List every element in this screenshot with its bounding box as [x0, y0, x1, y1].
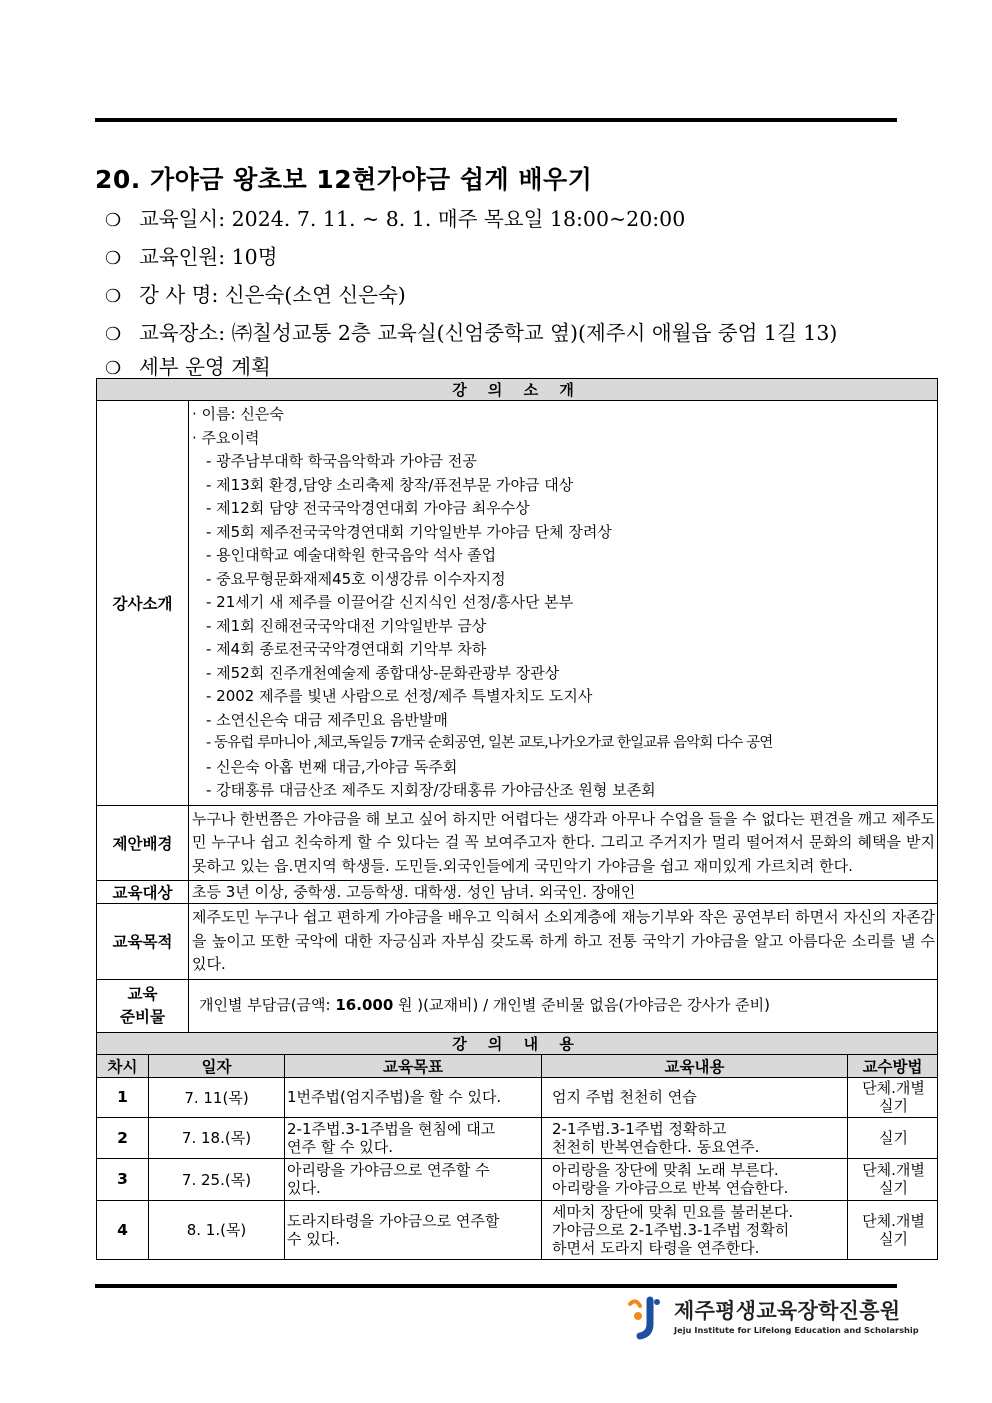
row-label: 제안배경 [97, 805, 189, 881]
method-line: 실기 [879, 1097, 909, 1115]
goal-line: 2-1주법.3-1주법을 현침에 대고 [287, 1119, 496, 1138]
materials-label-line: 준비물 [120, 1007, 165, 1026]
info-text: 강 사 명: 신은숙(소연 신은숙) [139, 283, 406, 307]
method-line: 실기 [879, 1128, 909, 1147]
career-item: - 제1회 진해전국국악대전 기악일반부 금상 [206, 616, 487, 635]
col-header-content: 교육내용 [542, 1054, 848, 1077]
goal-line: 1번주법(엄지주법)을 할 수 있다. [287, 1088, 502, 1106]
session-method [848, 1158, 938, 1200]
career-item: - 소연신은숙 대금 제주민요 음반발매 [206, 710, 448, 729]
info-location [105, 316, 837, 346]
content-line: 세마치 장단에 맞춰 민요를 불러본다. [552, 1202, 794, 1221]
background-text: 누구나 한번쯤은 가야금을 해 보고 싶어 하지만 어렵다는 생각과 아무나 수업을 들을 수 없다는 편견을 깨고 제주도민 누구나 쉽고 친숙하게 할 수 있다는 걸 꼭 보여주고자 한다. 그리고 주거지가 멀리 떨어져서 문화의 혜택을 받지 못하고 있는 읍.면지역 학생들. 도민들.외국인들에게 국민악기 가야금을 쉽고 재미있게 가르치려 한다. [189, 805, 938, 881]
goal-row [97, 904, 938, 980]
col-header-session: 차시 [97, 1054, 149, 1077]
info-plan [105, 350, 271, 380]
info-text: 세부 운영 계획 [139, 355, 271, 379]
row-label: 교육목적 [97, 904, 189, 980]
table-row [97, 1117, 938, 1158]
background-row [97, 805, 938, 881]
info-headcount [105, 240, 278, 270]
goal-line: 있다. [287, 1179, 321, 1197]
session-method [848, 1117, 938, 1158]
content-line: 아리랑을 장단에 맞춰 노래 부른다. [552, 1161, 779, 1179]
info-text: 교육장소: ㈜칠성교통 2층 교육실(신엄중학교 옆)(제주시 애월읍 중엄 1길 13) [139, 321, 838, 345]
materials-amount: 16.000 [335, 995, 394, 1014]
section-header-content: 강 의 내 용 [97, 1032, 938, 1054]
goal-line: 연주 할 수 있다. [287, 1137, 394, 1156]
col-header-date: 일자 [149, 1054, 285, 1077]
section-header-intro: 강 의 소 개 [97, 379, 938, 401]
session-number: 3 [97, 1158, 149, 1200]
materials-text [189, 979, 938, 1032]
circle-bullet-icon: ❍ [105, 210, 122, 231]
row-label [97, 979, 189, 1032]
method-line: 단체.개별 [862, 1211, 925, 1230]
session-number: 2 [97, 1117, 149, 1158]
table-row [97, 1077, 938, 1117]
session-number: 4 [97, 1200, 149, 1259]
method-line: 단체.개별 [862, 1079, 925, 1097]
info-schedule [105, 202, 685, 232]
table-row [97, 1200, 938, 1259]
career-title: · 주요이력 [192, 428, 260, 447]
session-date: 7. 11(목) [149, 1077, 285, 1117]
content-column-headers [97, 1054, 938, 1077]
session-content [542, 1117, 848, 1158]
target-row [97, 881, 938, 904]
career-item: - 2002 제주를 빛낸 사람으로 선정/제주 특별자치도 도지사 [206, 687, 593, 705]
career-item: - 용인대학교 예술대학원 한국음악 석사 졸업 [206, 546, 497, 564]
method-line: 실기 [879, 1179, 909, 1197]
circle-bullet-icon: ❍ [105, 324, 122, 345]
col-header-goal: 교육목표 [285, 1054, 542, 1077]
institute-emblem-icon [626, 1294, 670, 1340]
row-label: 교육대상 [97, 881, 189, 904]
career-item: - 광주남부대학 학국음악학과 가야금 전공 [206, 452, 477, 470]
top-rule [95, 118, 897, 122]
materials-row [97, 979, 938, 1032]
session-goal [285, 1117, 542, 1158]
career-item: - 강태홍류 대금산조 제주도 지회장/강태홍류 가야금산조 원형 보존회 [206, 781, 656, 799]
session-goal [285, 1077, 542, 1117]
info-text: 교육일시: 2024. 7. 11. ~ 8. 1. 매주 목요일 18:00~20:00 [139, 207, 686, 231]
goal-line: 아리랑을 가야금으로 연주할 수 [287, 1161, 490, 1179]
circle-bullet-icon: ❍ [105, 248, 122, 269]
circle-bullet-icon: ❍ [105, 358, 122, 379]
career-item: - 제5회 제주전국국악경연대회 기악일반부 가야금 단체 장려상 [206, 522, 612, 541]
info-text: 교육인원: 10명 [139, 245, 278, 269]
session-content [542, 1158, 848, 1200]
career-item: - 제12회 담양 전국국악경연대회 가야금 최우수상 [206, 499, 530, 517]
instructor-row [97, 401, 938, 806]
materials-label-line: 교육 [127, 984, 158, 1003]
session-goal [285, 1158, 542, 1200]
career-item: - 동유럽 루마니아 ,체코,독일등 7개국 순회공연, 일본 교토,나가오가쿄 한일교류 음악회 다수 공연 [206, 735, 773, 751]
session-method [848, 1200, 938, 1259]
session-method [848, 1077, 938, 1117]
session-goal [285, 1200, 542, 1259]
col-header-method: 교수방법 [848, 1054, 938, 1077]
materials-text-b: 원 )(교재비) / 개인별 준비물 없음(가야금은 강사가 준비) [393, 995, 771, 1014]
career-item: - 제13회 환경,담양 소리축제 창작/퓨전부문 가야금 대상 [206, 475, 574, 494]
info-instructor [105, 278, 406, 308]
table-row [97, 1158, 938, 1200]
content-line: 가야금으로 2-1주법.3-1주법 정확히 [552, 1220, 790, 1239]
row-label: 강사소개 [97, 401, 189, 806]
content-line: 엄지 주법 천천히 연습 [552, 1088, 697, 1106]
goal-line: 도라지타령을 가야금으로 연주할 [287, 1211, 500, 1230]
career-item: - 21세기 새 제주를 이끌어갈 신지식인 선정/흥사단 본부 [206, 593, 574, 611]
plan-table [96, 378, 938, 1260]
session-date: 8. 1.(목) [149, 1200, 285, 1259]
session-content [542, 1077, 848, 1117]
content-line: 하면서 도라지 타령을 연주한다. [552, 1238, 760, 1257]
institute-name-ko: 제주평생교육장학진흥원 [674, 1299, 901, 1323]
session-content [542, 1200, 848, 1259]
content-line: 천천히 반복연습한다. 동요연주. [552, 1137, 760, 1156]
session-number: 1 [97, 1077, 149, 1117]
institute-name-en: Jeju Institute for Lifelong Education and Scholarship [674, 1325, 919, 1335]
materials-text-a: 개인별 부담금(금액: [199, 995, 336, 1014]
method-line: 단체.개별 [862, 1161, 925, 1179]
career-item: - 신은숙 아홉 번째 대금,가야금 독주회 [206, 757, 458, 776]
target-text: 초등 3년 이상, 중학생. 고등학생. 대학생. 성인 남녀. 외국인. 장애인 [189, 881, 938, 904]
method-line: 실기 [879, 1229, 909, 1248]
goal-line: 수 있다. [287, 1229, 341, 1248]
institute-logo [626, 1294, 919, 1344]
session-date: 7. 18.(목) [149, 1117, 285, 1158]
career-item: - 중요무형문화재제45호 이생강류 이수자지정 [206, 569, 506, 588]
circle-bullet-icon: ❍ [105, 286, 122, 307]
goal-text: 제주도민 누구나 쉽고 편하게 가야금을 배우고 익혀서 소외계층에 재능기부와 작은 공연부터 하면서 자신의 자존감을 높이고 또한 국악에 대한 자긍심과 자부심 갖도록 하게 하고 전통 국악기 가야금을 알고 아름다운 소리를 낼 수 있다. [189, 904, 938, 980]
instructor-name: · 이름: 신은숙 [192, 405, 284, 423]
content-line: 아리랑을 가야금으로 반복 연습한다. [552, 1179, 789, 1197]
instructor-content [189, 401, 938, 806]
page-title: 20. 가야금 왕초보 12현가야금 쉽게 배우기 [95, 165, 593, 194]
session-date: 7. 25.(목) [149, 1158, 285, 1200]
career-item: - 제4회 종로전국국악경연대회 기악부 차하 [206, 640, 487, 658]
career-item: - 제52회 진주개천예술제 종합대상-문화관광부 장관상 [206, 663, 560, 682]
bottom-rule [95, 1284, 897, 1288]
content-line: 2-1주법.3-1주법 정확하고 [552, 1119, 727, 1138]
